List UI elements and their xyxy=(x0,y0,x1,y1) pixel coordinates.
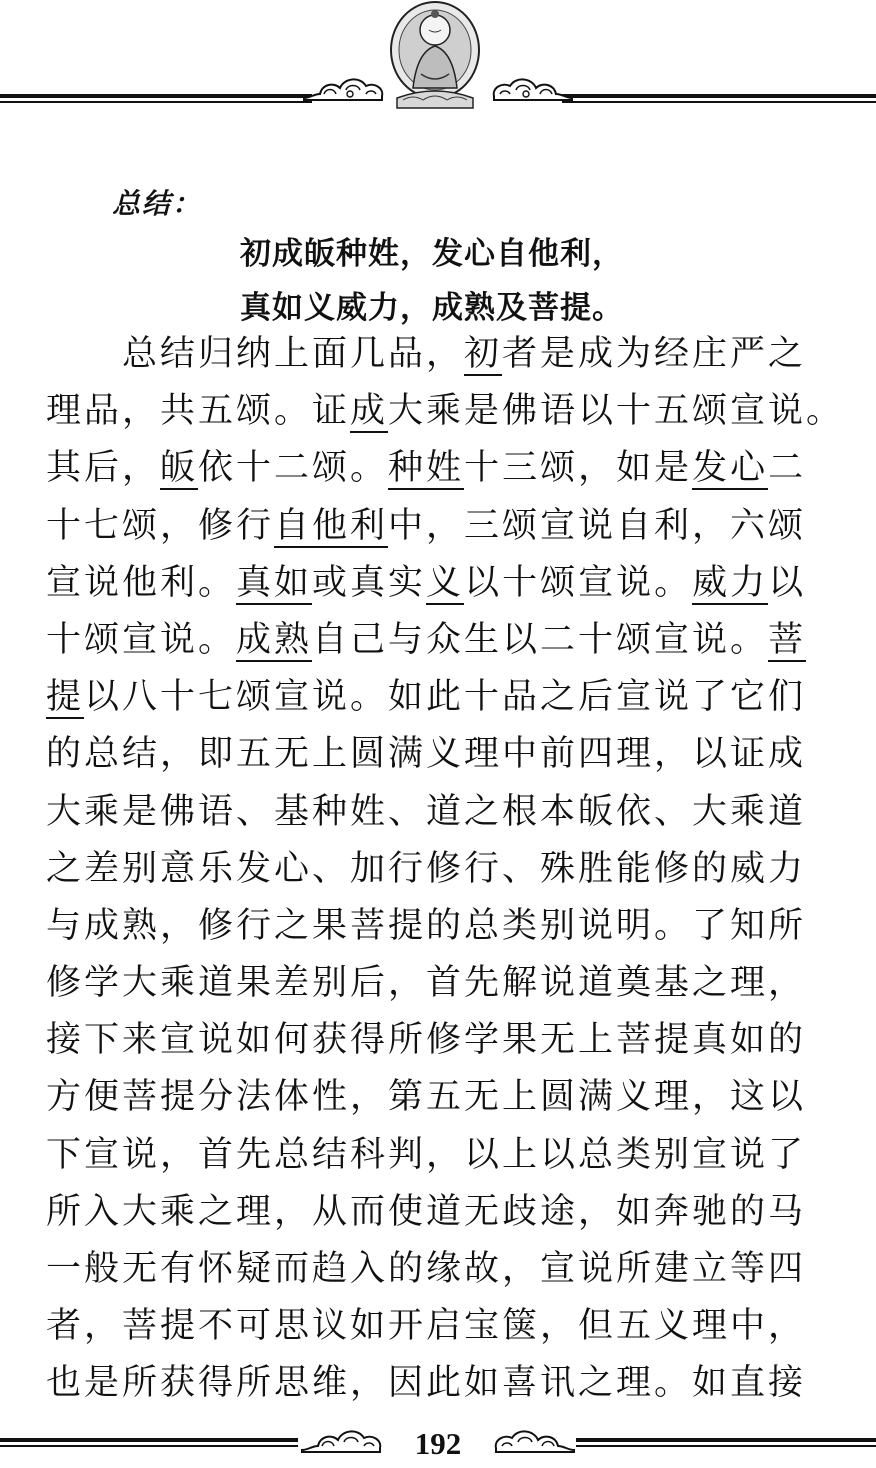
text-segment: 十颂宣说。 xyxy=(46,619,237,660)
page-number: 192 xyxy=(414,1426,462,1461)
text-segment: 下宣说，首先总结科判，以上以总类别宣说了 xyxy=(46,1134,807,1175)
text-segment: 以十颂宣说。 xyxy=(464,562,693,603)
text-segment: 中，三颂宣说自利，六颂 xyxy=(388,505,807,546)
text-line xyxy=(46,555,836,612)
header-rule-left-thick xyxy=(0,94,312,98)
text-segment: 之差别意乐发心、加行修行、殊胜能修的威力 xyxy=(46,848,807,889)
buddha-icon xyxy=(383,0,487,112)
text-segment: 自己与众生以二十颂宣说。 xyxy=(312,619,769,660)
text-segment: 二 xyxy=(768,448,807,489)
cloud-ornament-icon xyxy=(300,68,386,106)
text-line xyxy=(46,1241,836,1298)
text-segment: 十七颂，修行 xyxy=(46,505,275,546)
text-segment: 其后， xyxy=(46,448,161,489)
page-header xyxy=(0,0,876,115)
underlined-keyword: 义 xyxy=(426,562,465,603)
cloud-ornament-icon xyxy=(490,68,576,106)
text-line xyxy=(46,1355,836,1412)
underlined-keyword: 菩 xyxy=(768,619,807,660)
text-line xyxy=(46,1069,836,1126)
text-segment: 总结归纳上面几品， xyxy=(122,334,465,374)
underlined-keyword: 威力 xyxy=(692,562,769,603)
text-segment: 也是所获得所思维，因此如喜讯之理。如直接 xyxy=(46,1363,807,1404)
text-line xyxy=(46,1184,836,1241)
text-segment: 大乘是佛语以十五颂宣说。 xyxy=(388,391,845,432)
text-segment: 一般无有怀疑而趋入的缘故，宣说所建立等四 xyxy=(46,1249,807,1289)
text-segment: 宣说他利。 xyxy=(46,562,237,603)
text-line xyxy=(46,1012,836,1069)
text-segment: 者，菩提不可思议如开启宝箧，但五义理中， xyxy=(46,1306,807,1347)
header-rule-right-thick xyxy=(562,94,876,98)
text-segment: 者是成为经庄严之 xyxy=(502,334,807,374)
text-segment: 方便菩提分法体性，第五无上圆满义理，这以 xyxy=(46,1077,807,1118)
commentary-paragraph xyxy=(46,326,845,1413)
underlined-keyword: 真如 xyxy=(236,562,313,603)
text-line xyxy=(46,726,836,783)
text-segment: 接下来宣说如何获得所修学果无上菩提真如的 xyxy=(46,1020,807,1061)
text-line xyxy=(46,440,836,497)
underlined-keyword: 发心 xyxy=(692,448,769,489)
header-rule-left-thin xyxy=(0,101,312,103)
text-line xyxy=(46,898,836,955)
underlined-keyword: 提 xyxy=(46,677,85,718)
text-line xyxy=(46,612,836,669)
text-line xyxy=(46,955,836,1012)
underlined-keyword: 自他利 xyxy=(274,505,389,546)
summary-label: 总结： xyxy=(112,188,203,219)
underlined-keyword: 成 xyxy=(350,391,389,432)
verse-line-1: 初成皈种姓，发心自他利， xyxy=(240,236,624,272)
underlined-keyword: 成熟 xyxy=(236,619,313,660)
text-line xyxy=(46,841,836,898)
verse-line-2: 真如义威力，成熟及菩提。 xyxy=(240,290,624,326)
text-segment: 的总结，即五无上圆满义理中前四理，以证成 xyxy=(46,734,807,775)
text-segment: 与成熟，修行之果菩提的总类别说明。了知所 xyxy=(46,905,807,946)
text-segment: 以 xyxy=(768,562,807,603)
underlined-keyword: 皈 xyxy=(160,448,199,489)
text-segment: 理品，共五颂。证 xyxy=(46,391,351,432)
header-rule-right-thin xyxy=(562,101,876,103)
underlined-keyword: 初 xyxy=(464,334,503,374)
text-segment: 大乘是佛语、基种姓、道之根本皈依、大乘道 xyxy=(46,791,807,832)
text-segment: 修学大乘道果差别后，首先解说道奠基之理， xyxy=(46,963,807,1004)
text-line xyxy=(46,498,836,555)
text-line xyxy=(46,669,836,726)
text-line xyxy=(46,1127,836,1184)
text-segment: 依十二颂。 xyxy=(198,448,389,489)
text-line xyxy=(46,326,836,383)
text-line xyxy=(46,1298,836,1355)
text-segment: 所入大乘之理，从而使道无歧途，如奔驰的马 xyxy=(46,1191,807,1232)
text-line xyxy=(46,383,845,440)
text-line xyxy=(46,784,836,841)
text-segment: 十三颂，如是 xyxy=(464,448,693,489)
underlined-keyword: 种姓 xyxy=(388,448,465,489)
text-segment: 或真实 xyxy=(312,562,427,603)
text-segment: 以八十七颂宣说。如此十品之后宣说了它们 xyxy=(84,677,807,718)
